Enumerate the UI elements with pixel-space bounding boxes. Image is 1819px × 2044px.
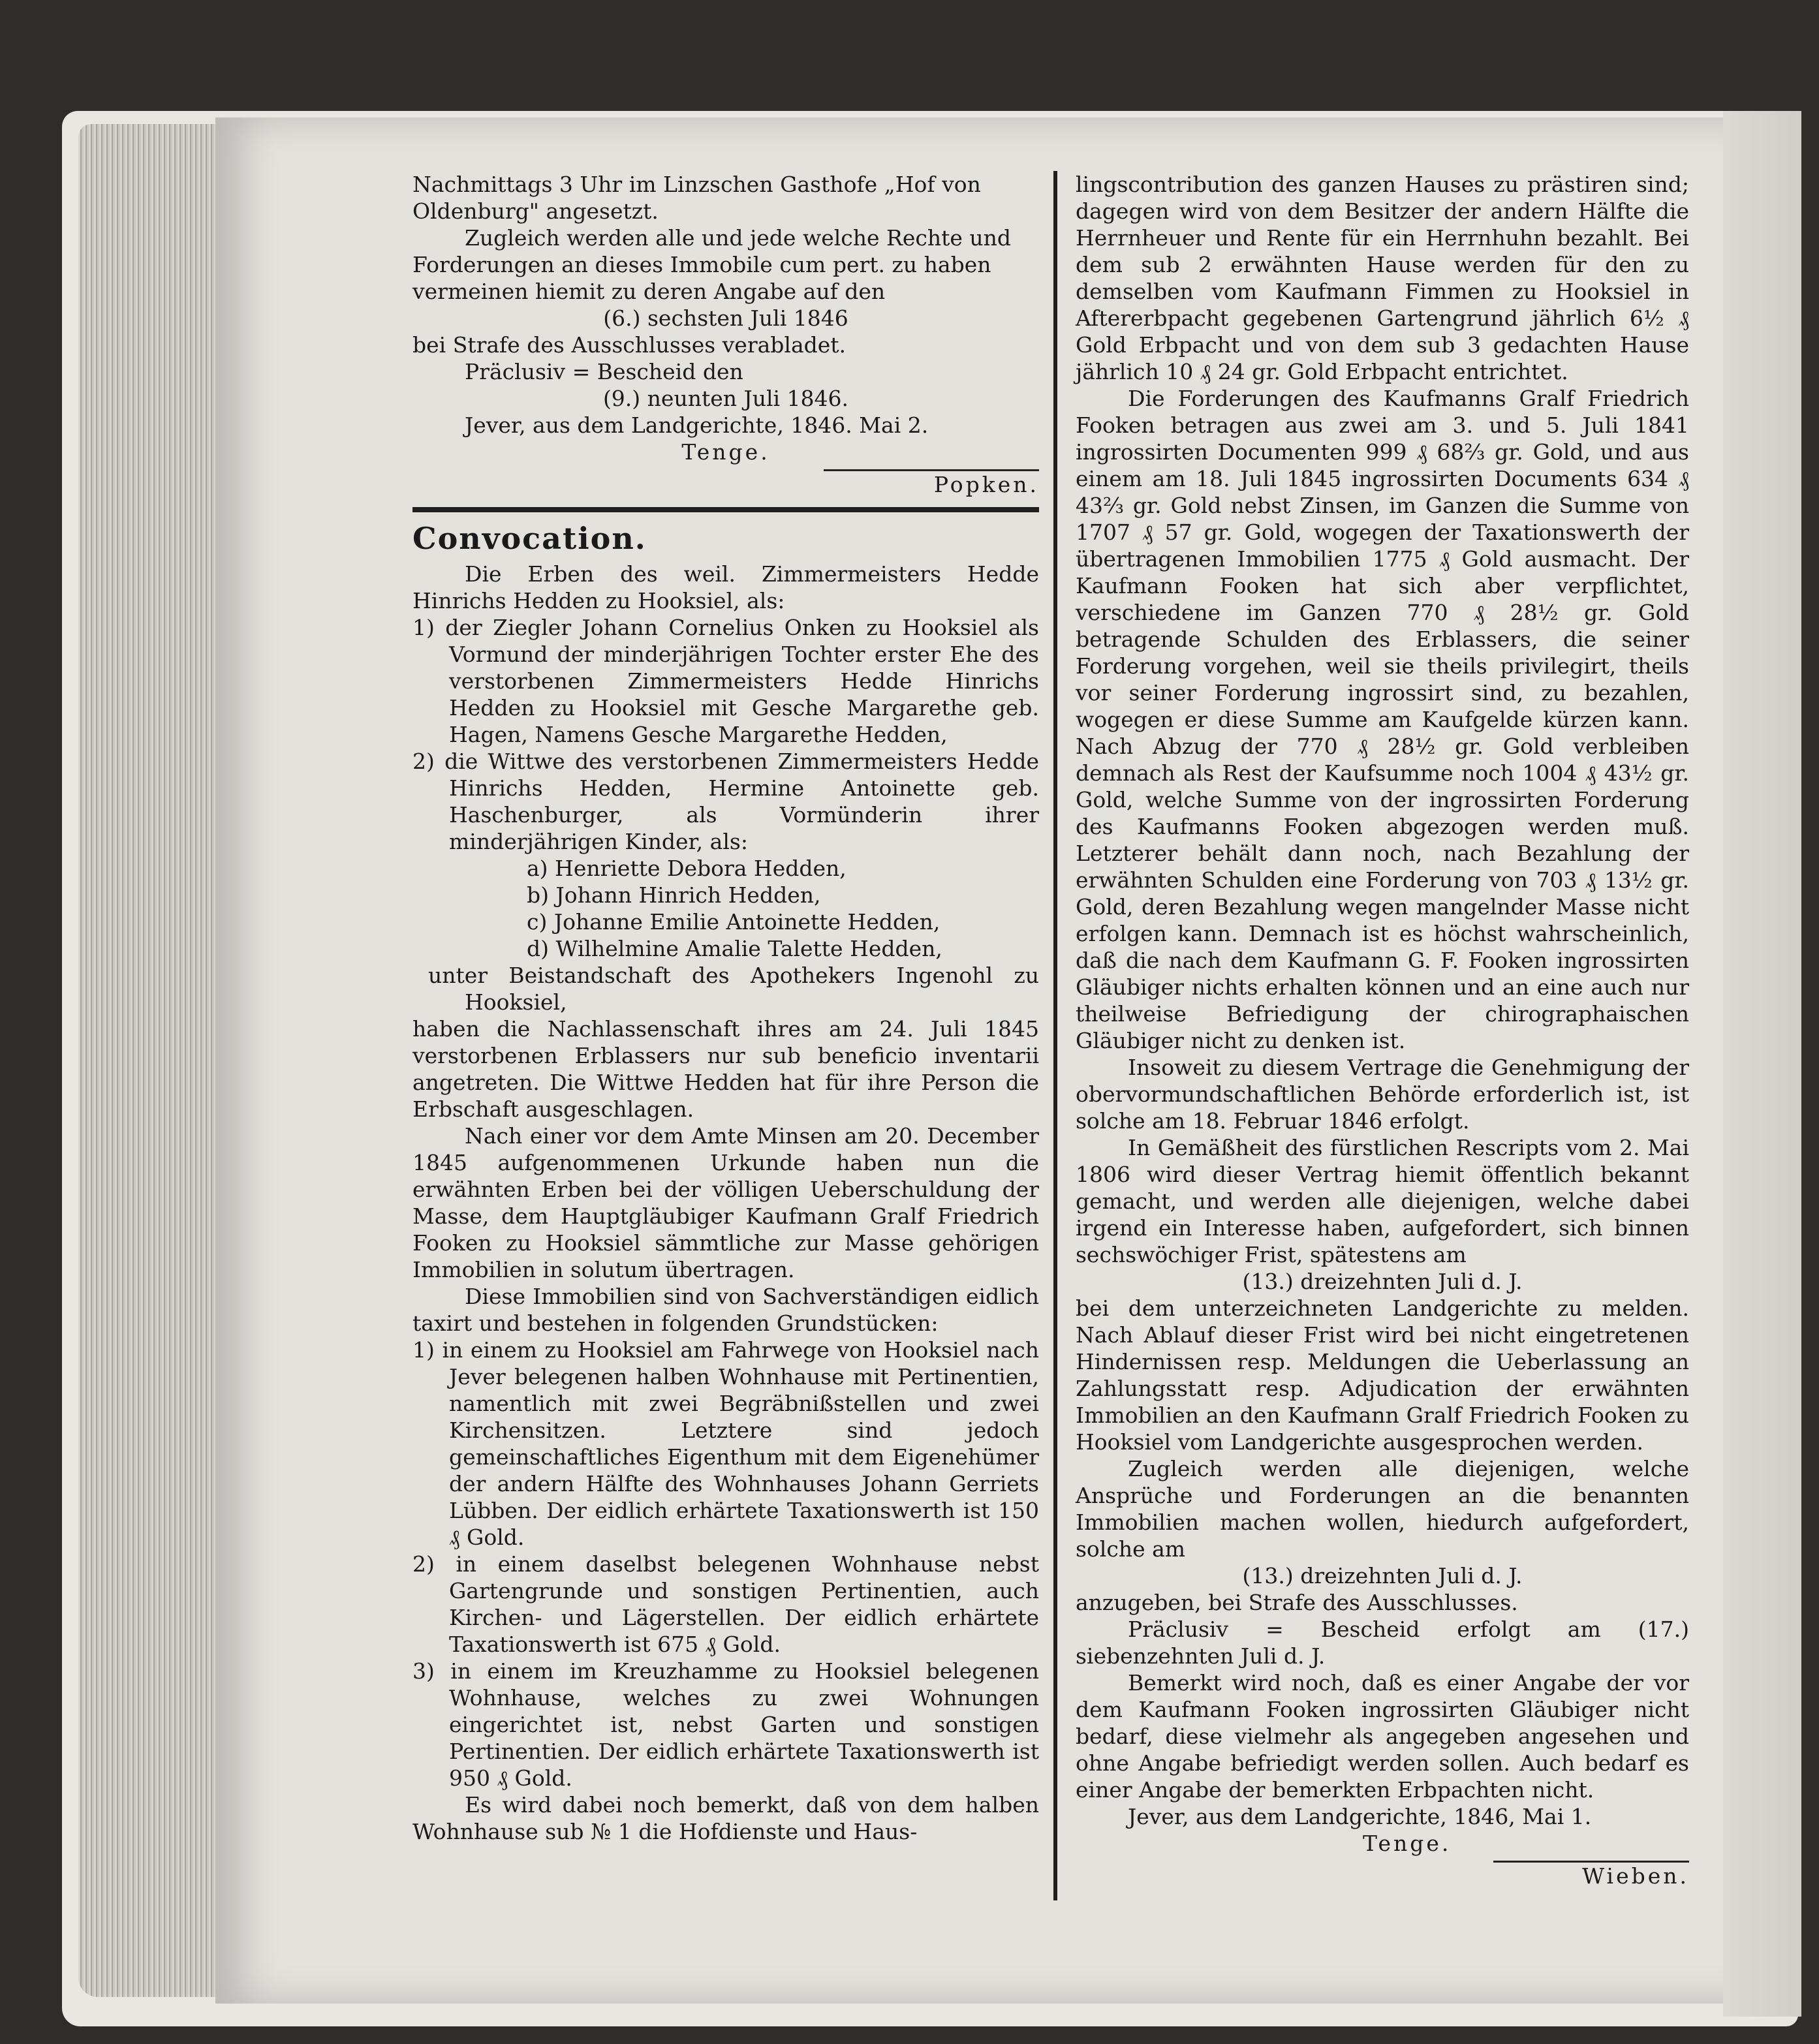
- sub-list-item: b) Johann Hinrich Hedden,: [527, 882, 821, 908]
- paragraph: lingscontribution des ganzen Hauses zu prästiren sind; dagegen wird von dem Besitzer der andern Hälfte die Herrnheuer und Rente für ein Herrnhuhn bezahlt. Bei dem sub 2 erwähnten Hause werden für den zu demselben vom Kaufmann Fimmen zu Hooksiel in Aftererbpacht gegebenen Gartengrund jährlich 6½ ₰ Gold Erbpacht und von dem sub 3 gedachten Hause jährlich 10 ₰ 24 gr. Gold Erbpacht entrichtet.: [1076, 172, 1689, 384]
- text-line: Forderungen an dieses Immobile cum pert. zu haben: [412, 252, 991, 277]
- section-heading: Convocation.: [412, 521, 647, 556]
- sub-list-item: a) Henriette Debora Hedden,: [527, 856, 847, 881]
- paragraph: Diese Immobilien sind von Sachverständigen eidlich taxirt und bestehen in folgenden Grundstücken:: [412, 1284, 1039, 1336]
- paragraph: Nach einer vor dem Amte Minsen am 20. December 1845 aufgenommenen Urkunde haben nun die erwähnten Erben bei der völligen Ueberschuldung der Masse, dem Hauptgläubiger Kaufmann Gralf Friedrich Fooken zu Hooksiel sämmtliche zur Masse gehörigen Immobilien in solutum übertragen.: [412, 1123, 1039, 1282]
- date-line: (13.) dreizehnten Juli d. J.: [1242, 1563, 1523, 1588]
- page-edges: [78, 124, 228, 1997]
- paragraph: Die Forderungen des Kaufmanns Gralf Friedrich Fooken betragen aus zwei am 3. und 5. Juli 1841 ingrossirten Documenten 999 ₰ 68⅔ gr. Gold, und aus einem am 18. Juli 1845 ingrossirten Documents 634 ₰ 43⅔ gr. Gold nebst Zinsen, im Ganzen die Summe von 1707 ₰ 57 gr. Gold, wogegen der Taxationswerth der übertragenen Immobilien 1775 ₰ Gold ausmacht. Der Kaufmann Fooken hat sich aber verpflichtet, verschiedene im Ganzen 770 ₰ 28½ gr. Gold betragende Schulden des Erblassers, die seiner Forderung vorgehen, weil sie theils privilegirt, theils vor seiner Forderung ingrossirt sind, zu bezahlen, wogegen er diese Summe am Kaufgelde kürzen kann. Nach Abzug der 770 ₰ 28½ gr. Gold verbleiben demnach als Rest der Kaufsumme noch 1004 ₰ 43½ gr. Gold, welche Summe von der ingrossirten Forderung des Kaufmanns Fooken abgezogen werden muß. Letzterer behält dann noch, nach Bezahlung der erwähnten Schulden eine Forderung von 703 ₰ 13½ gr. Gold, deren Bezahlung wegen mangelnder Masse nicht erfolgen kann. Demnach ist es höchst wahrscheinlich, daß die nach dem Kaufmann G. F. Fooken ingrossirten Gläubiger nichts erhalten können und an eine auch nur theilweise Befriedigung der chirographaischen Gläubiger nicht zu denken ist.: [1076, 386, 1689, 1053]
- paragraph: anzugeben, bei Strafe des Ausschlusses.: [1076, 1590, 1518, 1615]
- text-line: Oldenburg" angesetzt.: [412, 198, 659, 224]
- list-item: 1) in einem zu Hooksiel am Fahrwege von Hooksiel nach Jever belegenen halben Wohnhause mit Pertinentien, namentlich mit zwei Begräbnißstellen und zwei Kirchensitzen. Letztere sind jedoch gemeinschaftliches Eigenthum mit dem Eigenehümer der andern Hälfte des Wohnhauses Johann Gerriets Lübben. Der eidlich erhärtete Taxationswerth ist 150 ₰ Gold.: [412, 1337, 1039, 1550]
- page-gutter: [1723, 111, 1801, 2017]
- sub-list-item: d) Wilhelmine Amalie Talette Hedden,: [527, 936, 942, 961]
- list-item: 2) die Wittwe des verstorbenen Zimmermeisters Hedde Hinrichs Hedden, Hermine Antoinette geb. Haschenburger, als Vormünderin ihrer minderjährigen Kinder, als:: [412, 749, 1039, 854]
- list-item: 1) der Ziegler Johann Cornelius Onken zu Hooksiel als Vormund der minderjährigen Tochter erster Ehe des verstorbenen Zimmermeisters Hedde Hinrichs Hedden zu Hooksiel mit Gesche Margarethe geb. Hagen, Namens Gesche Margarethe Hedden,: [412, 615, 1039, 747]
- date-line: (13.) dreizehnten Juli d. J.: [1242, 1269, 1523, 1294]
- list-item: 2) in einem daselbst belegenen Wohnhause nebst Gartengrunde und sonstigen Pertinentien, auch Kirchen- und Lägerstellen. Der eidlich erhärtete Taxationswerth ist 675 ₰ Gold.: [412, 1551, 1039, 1657]
- paragraph: Es wird dabei noch bemerkt, daß von dem halben Wohnhause sub № 1 die Hofdienste und Haus-: [412, 1792, 1039, 1844]
- list-item: 3) in einem im Kreuzhamme zu Hooksiel belegenen Wohnhause, welches zu zwei Wohnungen eingerichtet ist, nebst Garten und sonstigen Pertinentien. Der eidlich erhärtete Taxationswerth ist 950 ₰ Gold.: [412, 1658, 1039, 1791]
- place-date-line: Jever, aus dem Landgerichte, 1846. Mai 2.: [465, 412, 929, 438]
- text-line: vermeinen hiemit zu deren Angabe auf den: [412, 279, 886, 304]
- paragraph: Die Erben des weil. Zimmermeisters Hedde Hinrichs Hedden zu Hooksiel, als:: [412, 561, 1039, 613]
- signature-popken: Popken.: [933, 472, 1039, 497]
- paragraph: Bemerkt wird noch, daß es einer Angabe der vor dem Kaufmann Fooken ingrossirten Gläubiger nicht bedarf, diese vielmehr als angegeben angesehen und ohne Angabe befriedigt werden sollen. Auch bedarf es einer Angabe der bemerkten Erbpachten nicht.: [1076, 1670, 1689, 1803]
- paragraph: Präclusiv = Bescheid erfolgt am (17.) siebenzehnten Juli d. J.: [1076, 1617, 1689, 1669]
- paragraph: Insoweit zu diesem Vertrage die Genehmigung der obervormundschaftlichen Behörde erforderlich ist, ist solche am 18. Februar 1846 erfolgt.: [1076, 1055, 1689, 1134]
- paragraph: haben die Nachlassenschaft ihres am 24. Juli 1845 verstorbenen Erblassers nur sub beneficio inventarii angetreten. Die Wittwe Hedden hat für ihre Person die Erbschaft ausgeschlagen.: [412, 1016, 1039, 1122]
- signature-wieben: Wieben.: [1582, 1863, 1689, 1889]
- sub-list-item: c) Johanne Emilie Antoinette Hedden,: [527, 909, 941, 935]
- date-line: (9.) neunten Juli 1846.: [602, 386, 849, 411]
- paragraph: In Gemäßheit des fürstlichen Rescripts vom 2. Mai 1806 wird dieser Vertrag hiemit öffentlich bekannt gemacht, und werden alle diejenigen, welche dabei irgend ein Interesse haben, aufgefordert, sich binnen sechswöchiger Frist, spätestens am: [1076, 1135, 1689, 1267]
- place-date-line: Jever, aus dem Landgerichte, 1846, Mai 1.: [1128, 1804, 1592, 1829]
- paragraph: unter Beistandschaft des Apothekers Ingenohl zu Hooksiel,: [428, 963, 1039, 1015]
- signature-tenge: Tenge.: [681, 439, 770, 465]
- column-divider: [1053, 171, 1057, 1900]
- section-divider: [412, 507, 1039, 512]
- text-line: Nachmittags 3 Uhr im Linzschen Gasthofe „Hof von: [412, 172, 981, 197]
- paragraph: Zugleich werden alle diejenigen, welche Ansprüche und Forderungen an die benannten Immobilien machen wollen, hiedurch aufgefordert, solche am: [1076, 1456, 1689, 1562]
- signature-tenge: Tenge.: [1363, 1831, 1452, 1856]
- text-line: Zugleich werden alle und jede welche Rechte und: [465, 225, 1012, 251]
- text-line: bei Strafe des Ausschlusses verabladet.: [412, 332, 847, 358]
- date-line: (6.) sechsten Juli 1846: [603, 305, 848, 331]
- paragraph: bei dem unterzeichneten Landgerichte zu melden. Nach Ablauf dieser Frist wird bei nicht eingetretenen Hindernissen resp. Meldungen die Ueberlassung an Zahlungsstatt resp. Adjudication der erwähnten Immobilien an den Kaufmann Gralf Friedrich Fooken zu Hooksiel vom Landgerichte ausgesprochen werden.: [1076, 1295, 1689, 1455]
- text-line: Präclusiv = Bescheid den: [465, 359, 743, 384]
- left-column: [412, 171, 1039, 1845]
- right-column: [1076, 171, 1689, 1889]
